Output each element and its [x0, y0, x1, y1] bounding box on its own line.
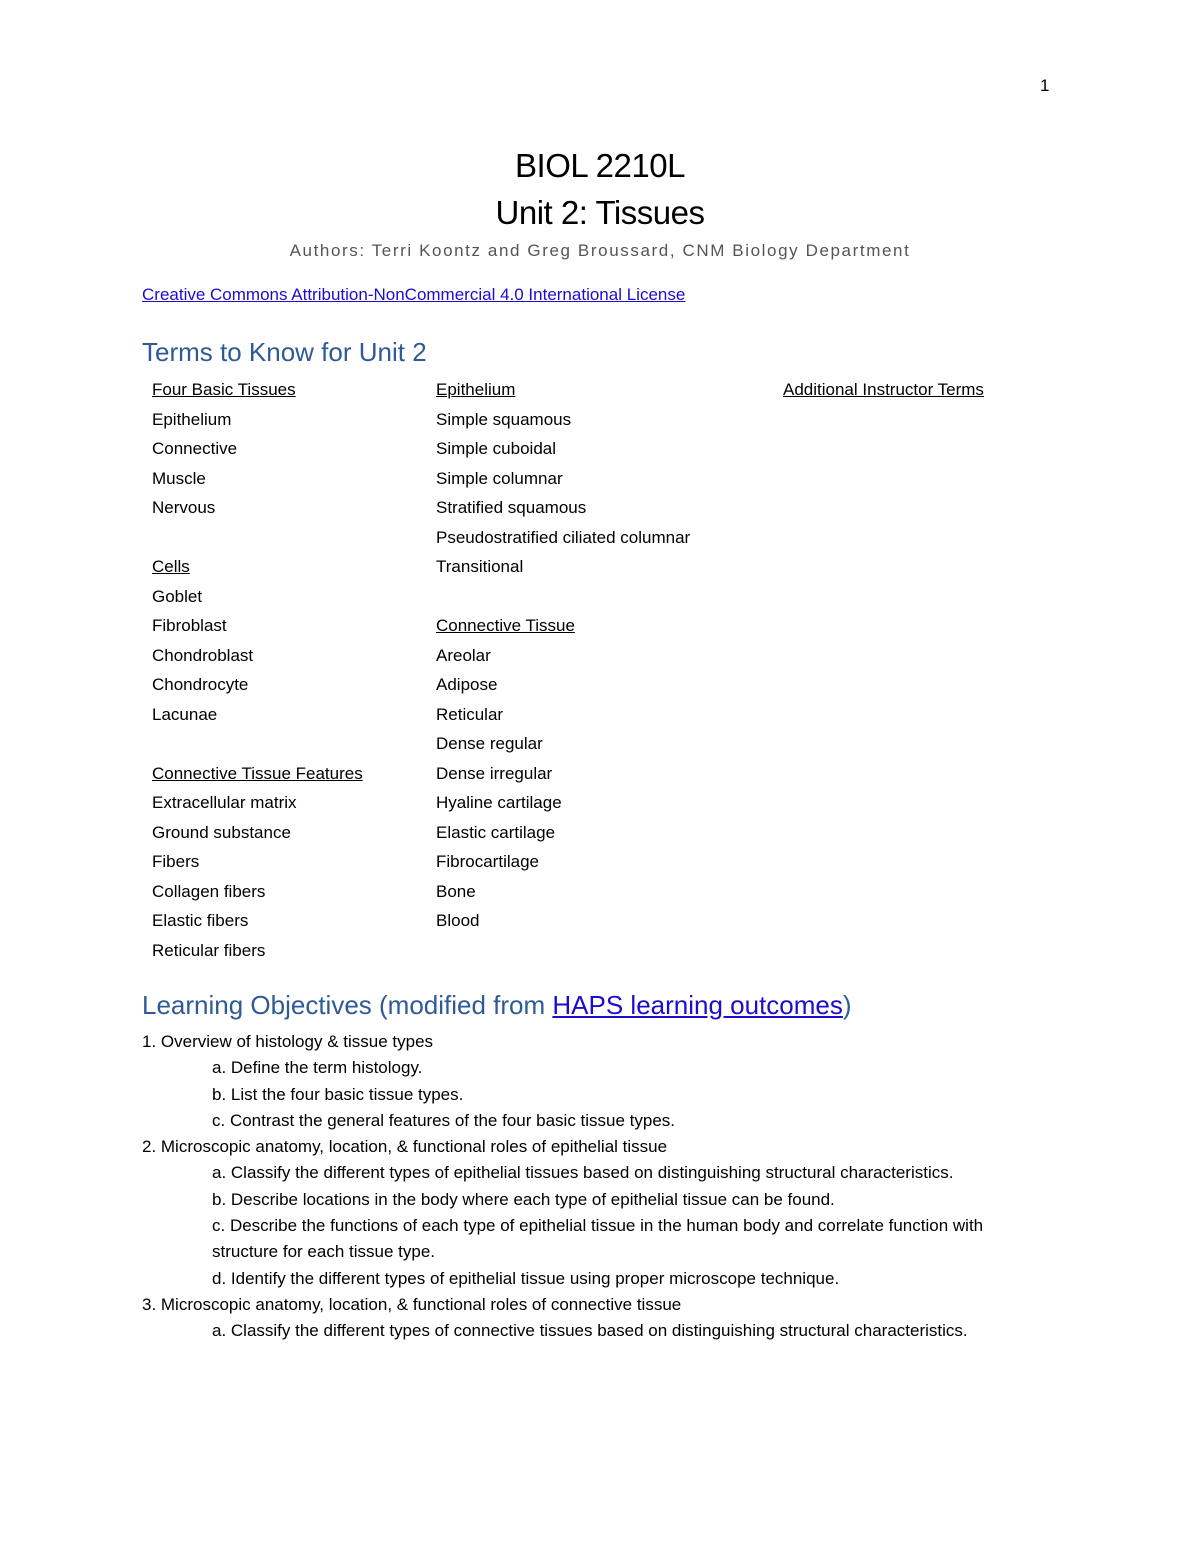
- term-spacer: [152, 732, 363, 762]
- term-item: Muscle: [152, 468, 206, 488]
- term-item: Adipose: [436, 675, 498, 694]
- term-item: Bone: [436, 881, 476, 901]
- term-item: Pseudostratified ciliated columnar: [436, 527, 691, 547]
- course-title: BIOL 2210L: [515, 147, 685, 184]
- term-group-heading: Epithelium: [436, 380, 516, 399]
- term-group-heading: Four Basic Tissues: [152, 380, 296, 399]
- term-item: Goblet: [152, 586, 203, 606]
- term-group-heading: Connective Tissue: [436, 616, 575, 635]
- term-item: Fibrocartilage: [436, 852, 539, 871]
- term-item: Connective: [152, 439, 238, 458]
- term-item: Epithelium: [152, 409, 232, 429]
- term-group-heading: Additional Instructor Terms: [783, 380, 984, 399]
- term-item: Dense irregular: [436, 763, 553, 783]
- term-item: Ground substance: [152, 822, 291, 842]
- term-item: Hyaline cartilage: [436, 793, 562, 812]
- term-item: Reticular: [436, 704, 504, 724]
- term-item: Lacunae: [152, 704, 218, 724]
- authors-line: Authors: Terri Koontz and Greg Broussard, CNM Biology Department: [289, 241, 911, 260]
- objective-subitem: a. Classify the different types of connective tissues based on distinguishing structural characteristics.: [212, 1321, 968, 1341]
- term-spacer: [436, 585, 690, 615]
- term-item: Simple columnar: [436, 468, 563, 488]
- term-item: Chondroblast: [152, 645, 254, 665]
- term-item: Elastic cartilage: [436, 822, 556, 842]
- term-item: Simple cuboidal: [436, 439, 557, 458]
- objective-subitem: a. Define the term histology.: [212, 1058, 423, 1078]
- objectives-list: [142, 1029, 1042, 1345]
- terms-heading: Terms to Know for Unit 2: [142, 337, 427, 367]
- learning-objectives-heading-prefix: Learning Objectives (modified from: [142, 990, 553, 1020]
- term-item: Extracellular matrix: [152, 793, 297, 812]
- terms-column-3: [783, 378, 984, 408]
- term-item: Fibroblast: [152, 616, 227, 635]
- term-item: Fibers: [152, 852, 200, 871]
- learning-objectives-heading: [142, 990, 852, 1021]
- objective-item: 3. Microscopic anatomy, location, & functional roles of connective tissue: [142, 1294, 682, 1314]
- term-item: Nervous: [152, 498, 216, 517]
- term-item: Simple squamous: [436, 409, 572, 429]
- terms-column-1: [152, 378, 363, 968]
- haps-link[interactable]: HAPS learning outcomes: [552, 990, 843, 1020]
- objective-item: 2. Microscopic anatomy, location, & functional roles of epithelial tissue: [142, 1137, 668, 1157]
- learning-objectives-heading-suffix: ): [842, 990, 852, 1020]
- term-item: Collagen fibers: [152, 881, 266, 901]
- term-item: Dense regular: [436, 734, 543, 753]
- objective-subitem: b. Describe locations in the body where each type of epithelial tissue can be found.: [212, 1189, 835, 1209]
- term-item: Reticular fibers: [152, 940, 266, 960]
- unit-title: Unit 2: Tissues: [495, 194, 705, 231]
- term-item: Areolar: [436, 645, 491, 665]
- term-item: Blood: [436, 911, 480, 930]
- objective-subitem: c. Contrast the general features of the four basic tissue types.: [212, 1110, 676, 1130]
- term-group-heading: Cells: [152, 557, 190, 576]
- objective-subitem: b. List the four basic tissue types.: [212, 1084, 464, 1104]
- objective-item: 1. Overview of histology & tissue types: [142, 1032, 434, 1051]
- term-item: Chondrocyte: [152, 675, 249, 694]
- objective-subitem: a. Classify the different types of epithelial tissues based on distinguishing structural characteristics.: [212, 1163, 954, 1183]
- term-item: Transitional: [436, 557, 524, 576]
- objective-subitem: d. Identify the different types of epithelial tissue using proper microscope technique.: [212, 1268, 840, 1288]
- term-spacer: [152, 526, 363, 556]
- term-group-heading: Connective Tissue Features: [152, 763, 363, 783]
- page-number: 1: [1040, 76, 1050, 95]
- license-link[interactable]: Creative Commons Attribution-NonCommercial 4.0 International License: [142, 285, 686, 304]
- objective-subitem: c. Describe the functions of each type of epithelial tissue in the human body and correlate function with structure for each tissue type.: [212, 1216, 984, 1262]
- terms-column-2: [436, 378, 690, 939]
- term-item: Stratified squamous: [436, 498, 587, 517]
- term-item: Elastic fibers: [152, 911, 249, 930]
